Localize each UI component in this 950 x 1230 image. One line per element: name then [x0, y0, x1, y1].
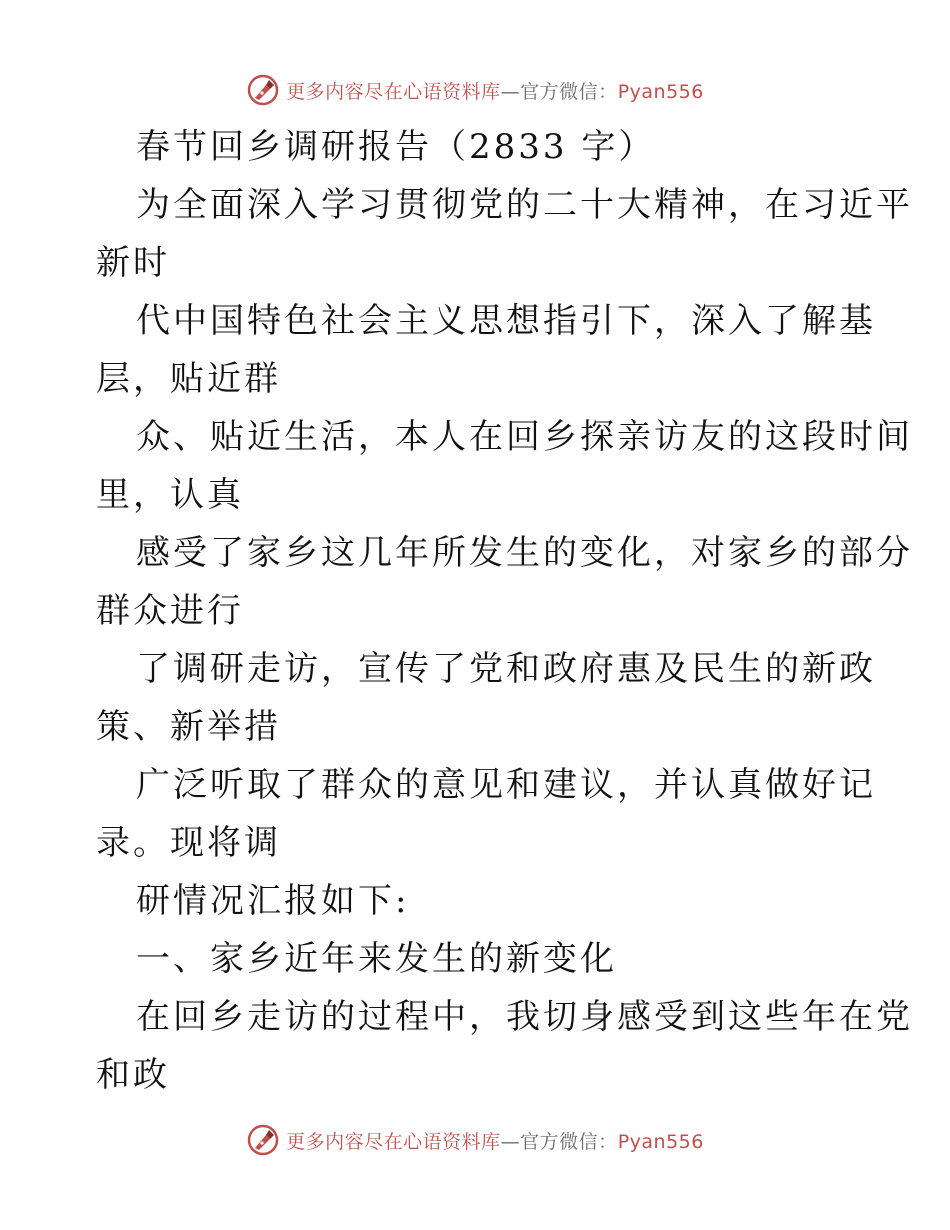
watermark-text — [286, 1127, 704, 1154]
paragraph-line: 了调研走访，宣传了党和政府惠及民生的新政 — [136, 649, 876, 689]
watermark-label: 官方微信： — [520, 1130, 618, 1153]
watermark-id: Pyan556 — [617, 1130, 704, 1153]
pen-nib-logo-icon — [246, 1123, 280, 1157]
document-title: 春节回乡调研报告（2833 字） — [136, 127, 656, 167]
paragraph-line: 里，认真 — [96, 475, 244, 515]
paragraph-line: 代中国特色社会主义思想指引下，深入了解基 — [136, 301, 876, 341]
paragraph-line: 广泛听取了群众的意见和建议，并认真做好记 — [136, 765, 876, 805]
watermark-label: 官方微信： — [520, 80, 618, 103]
watermark-footer — [0, 1120, 950, 1160]
section-heading: 一、家乡近年来发生的新变化 — [136, 939, 617, 979]
watermark-main: 更多内容尽在心语资料库 — [286, 1130, 501, 1153]
paragraph-line: 为全面深入学习贯彻党的二十大精神，在习近平 — [136, 185, 913, 225]
paragraph-line: 层，贴近群 — [96, 359, 281, 399]
paragraph-line: 感受了家乡这几年所发生的变化，对家乡的部分 — [136, 533, 913, 573]
watermark-id: Pyan556 — [617, 80, 704, 103]
paragraph-line: 群众进行 — [96, 591, 244, 631]
document-body — [96, 118, 913, 1104]
watermark-header — [0, 70, 950, 110]
paragraph-line: 和政 — [96, 1055, 170, 1095]
paragraph-line: 录。现将调 — [96, 823, 281, 863]
watermark-text — [286, 77, 704, 104]
watermark-separator: — — [500, 80, 521, 103]
paragraph-line: 策、新举措 — [96, 707, 281, 747]
pen-nib-logo-icon — [246, 73, 280, 107]
watermark-main: 更多内容尽在心语资料库 — [286, 80, 501, 103]
paragraph-line: 新时 — [96, 243, 170, 283]
paragraph-line: 研情况汇报如下: — [136, 881, 410, 921]
paragraph-line: 众、贴近生活，本人在回乡探亲访友的这段时间 — [136, 417, 913, 457]
watermark-separator: — — [500, 1130, 521, 1153]
paragraph-line: 在回乡走访的过程中，我切身感受到这些年在党 — [136, 997, 913, 1037]
